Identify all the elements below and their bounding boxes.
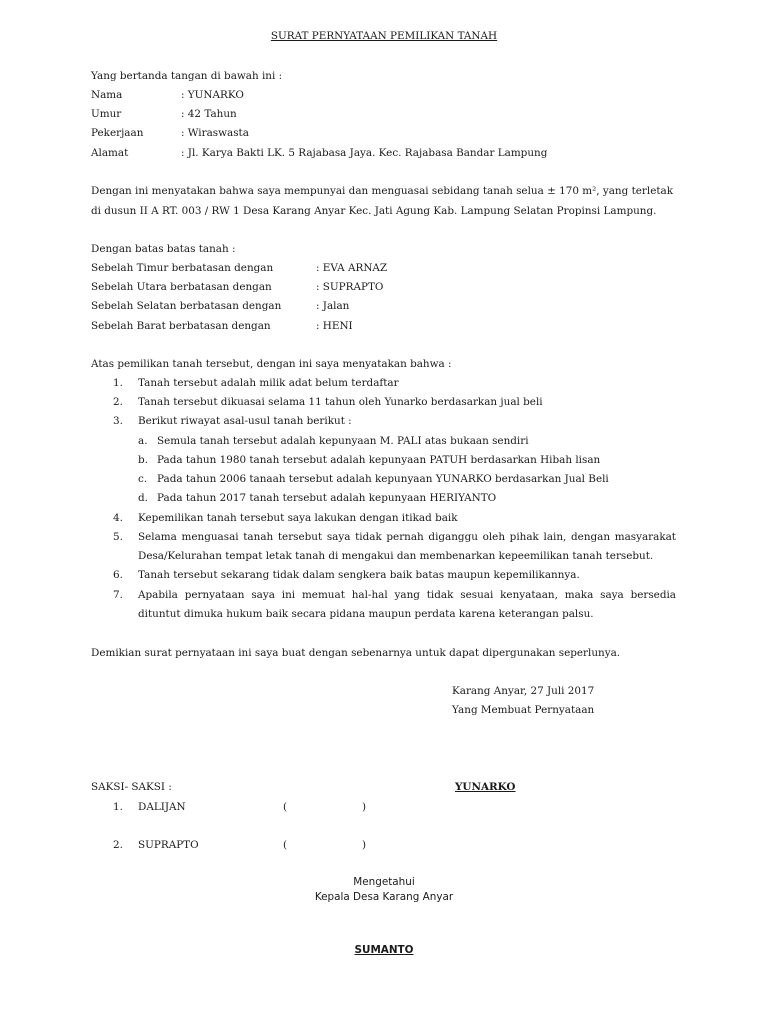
closing-text: Demikian surat pernyataan ini saya buat dengan sebenarnya untuk dapat dipergunakan seperlunya. [91, 647, 621, 659]
declaration-number: 7. [113, 589, 123, 601]
boundary-label-east: Sebelah Timur berbatasan dengan [91, 262, 274, 274]
declaration-text: Selama menguasai tanah tersebut saya tidak pernah diganggu oleh pihak lain, dengan masyarakat [138, 531, 676, 543]
signer-name: YUNARKO [455, 781, 516, 793]
history-letter: a. [138, 435, 148, 447]
history-text: Semula tanah tersebut adalah kepunyaan M. PALI atas bukaan sendiri [157, 435, 529, 447]
declaration-number: 5. [113, 531, 123, 543]
acknowledge-label: Mengetahui [353, 876, 415, 888]
declaration-text: Kepemilikan tanah tersebut saya lakukan dengan itikad baik [138, 512, 458, 524]
witness-name: DALIJAN [138, 801, 186, 813]
boundary-value-south: : Jalan [316, 300, 350, 312]
identity-value-job: : Wiraswasta [181, 127, 249, 139]
identity-value-address: : Jl. Karya Bakti LK. 5 Rajabasa Jaya. Kec. Rajabasa Bandar Lampung [181, 147, 548, 159]
boundary-label-west: Sebelah Barat berbatasan dengan [91, 320, 271, 332]
history-text: Pada tahun 2006 tanaah tersebut adalah kepunyaan YUNARKO berdasarkan Jual Beli [157, 473, 609, 485]
history-text: Pada tahun 1980 tanah tersebut adalah kepunyaan PATUH berdasarkan Hibah lisan [157, 454, 601, 466]
declaration-text: Berikut riwayat asal-usul tanah berikut : [138, 415, 352, 427]
history-letter: c. [138, 473, 148, 485]
village-head-title: Kepala Desa Karang Anyar [314, 891, 454, 903]
signer-label: Yang Membuat Pernyataan [452, 704, 595, 716]
witnesses-heading: SAKSI- SAKSI : [91, 781, 172, 793]
identity-label-address: Alamat [91, 147, 129, 159]
declaration-text: Tanah tersebut dikuasai selama 11 tahun oleh Yunarko berdasarkan jual beli [138, 396, 543, 408]
declaration-text: Tanah tersebut sekarang tidak dalam sengkera baik batas maupun kepemilikannya. [138, 569, 580, 581]
boundary-value-west: : HENI [316, 320, 353, 332]
witness-number: 1. [113, 801, 123, 813]
statement-line-2: di dusun II A RT. 003 / RW 1 Desa Karang Anyar Kec. Jati Agung Kab. Lampung Selatan Propinsi Lampung. [91, 205, 657, 217]
declaration-number: 2. [113, 396, 123, 408]
intro-text: Yang bertanda tangan di bawah ini : [91, 70, 283, 82]
document-title: SURAT PERNYATAAN PEMILIKAN TANAH [270, 30, 498, 42]
declaration-text: Apabila pernyataan saya ini memuat hal-hal yang tidak sesuai kenyataan, maka saya bersedia [138, 589, 676, 601]
witness-signature-open: ( [283, 839, 288, 851]
declaration-text: dituntut dimuka hukum baik secara pidana maupun perdata karena keterangan palsu. [138, 608, 594, 620]
witness-signature-close: ) [362, 839, 367, 851]
place-date: Karang Anyar, 27 Juli 2017 [452, 685, 595, 697]
identity-value-age: : 42 Tahun [181, 108, 237, 120]
declaration-number: 1. [113, 377, 123, 389]
declaration-number: 3. [113, 415, 123, 427]
declaration-number: 6. [113, 569, 123, 581]
identity-label-name: Nama [91, 89, 123, 101]
witness-name: SUPRAPTO [138, 839, 199, 851]
declaration-text: Tanah tersebut adalah milik adat belum terdaftar [138, 377, 399, 389]
history-text: Pada tahun 2017 tanah tersebut adalah kepunyaan HERIYANTO [157, 492, 497, 504]
boundary-label-south: Sebelah Selatan berbatasan dengan [91, 300, 282, 312]
witness-signature-close: ) [362, 801, 367, 813]
declaration-number: 4. [113, 512, 123, 524]
village-head-name: SUMANTO [354, 944, 414, 956]
history-letter: d. [138, 492, 148, 504]
witness-number: 2. [113, 839, 123, 851]
identity-label-age: Umur [91, 108, 122, 120]
declaration-heading: Atas pemilikan tanah tersebut, dengan ini saya menyatakan bahwa : [91, 358, 452, 370]
history-letter: b. [138, 454, 148, 466]
identity-value-name: : YUNARKO [181, 89, 244, 101]
identity-label-job: Pekerjaan [91, 127, 144, 139]
boundary-value-north: : SUPRAPTO [316, 281, 384, 293]
boundaries-heading: Dengan batas batas tanah : [91, 243, 236, 255]
statement-line-1: Dengan ini menyatakan bahwa saya mempunyai dan menguasai sebidang tanah selua ± 170 m², yang terletak [91, 185, 674, 197]
declaration-text: Desa/Kelurahan tempat letak tanah di mengakui dan membenarkan kepeemilikan tanah tersebut. [138, 550, 654, 562]
boundary-label-north: Sebelah Utara berbatasan dengan [91, 281, 272, 293]
witness-signature-open: ( [283, 801, 288, 813]
boundary-value-east: : EVA ARNAZ [316, 262, 388, 274]
